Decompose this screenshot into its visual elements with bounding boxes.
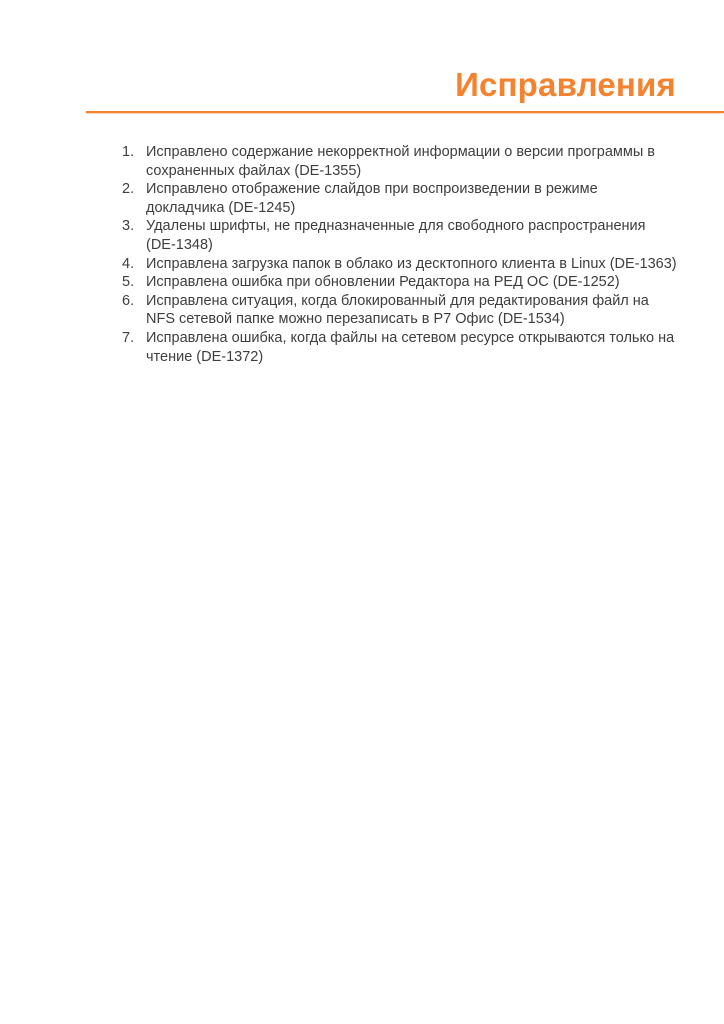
list-item — [122, 329, 677, 366]
title-divider — [86, 111, 724, 113]
list-item — [122, 273, 677, 292]
fixes-list — [122, 143, 677, 366]
list-item-number: 3. — [122, 218, 135, 235]
list-item-text: Исправлена загрузка папок в облако из десктопного клиента в Linux (DE-1363) — [146, 255, 677, 272]
list-item — [122, 217, 677, 254]
list-item — [122, 180, 677, 217]
list-item-text: Исправлена ошибка, когда файлы на сетевом ресурсе открываются только на чтение (DE-1372) — [146, 329, 675, 365]
list-item — [122, 255, 677, 274]
list-item-number: 5. — [122, 274, 135, 291]
list-item — [122, 292, 677, 329]
list-item-text: Исправлено отображение слайдов при воспроизведении в режиме докладчика (DE-1245) — [146, 181, 598, 216]
list-item-text: Исправлено содержание некорректной информации о версии программы в сохраненных файлах (DE-1355) — [146, 144, 656, 179]
list-item-number: 2. — [122, 181, 135, 198]
list-item-text: Удалены шрифты, не предназначенные для свободного распространения (DE-1348) — [146, 218, 646, 253]
list-item-number: 1. — [122, 144, 135, 160]
list-item-number: 7. — [122, 329, 135, 346]
list-item-text: Исправлена ошибка при обновлении Редактора на РЕД ОС (DE-1252) — [146, 274, 620, 291]
page-title: Исправления — [455, 66, 676, 103]
list-item-text: Исправлена ситуация, когда блокированный для редактирования файл на NFS сетевой папке можно перезаписать в Р7 Офис (DE-1534) — [146, 292, 649, 328]
list-item-number: 6. — [122, 292, 135, 309]
list-item — [122, 143, 677, 180]
list-item-number: 4. — [122, 255, 135, 272]
